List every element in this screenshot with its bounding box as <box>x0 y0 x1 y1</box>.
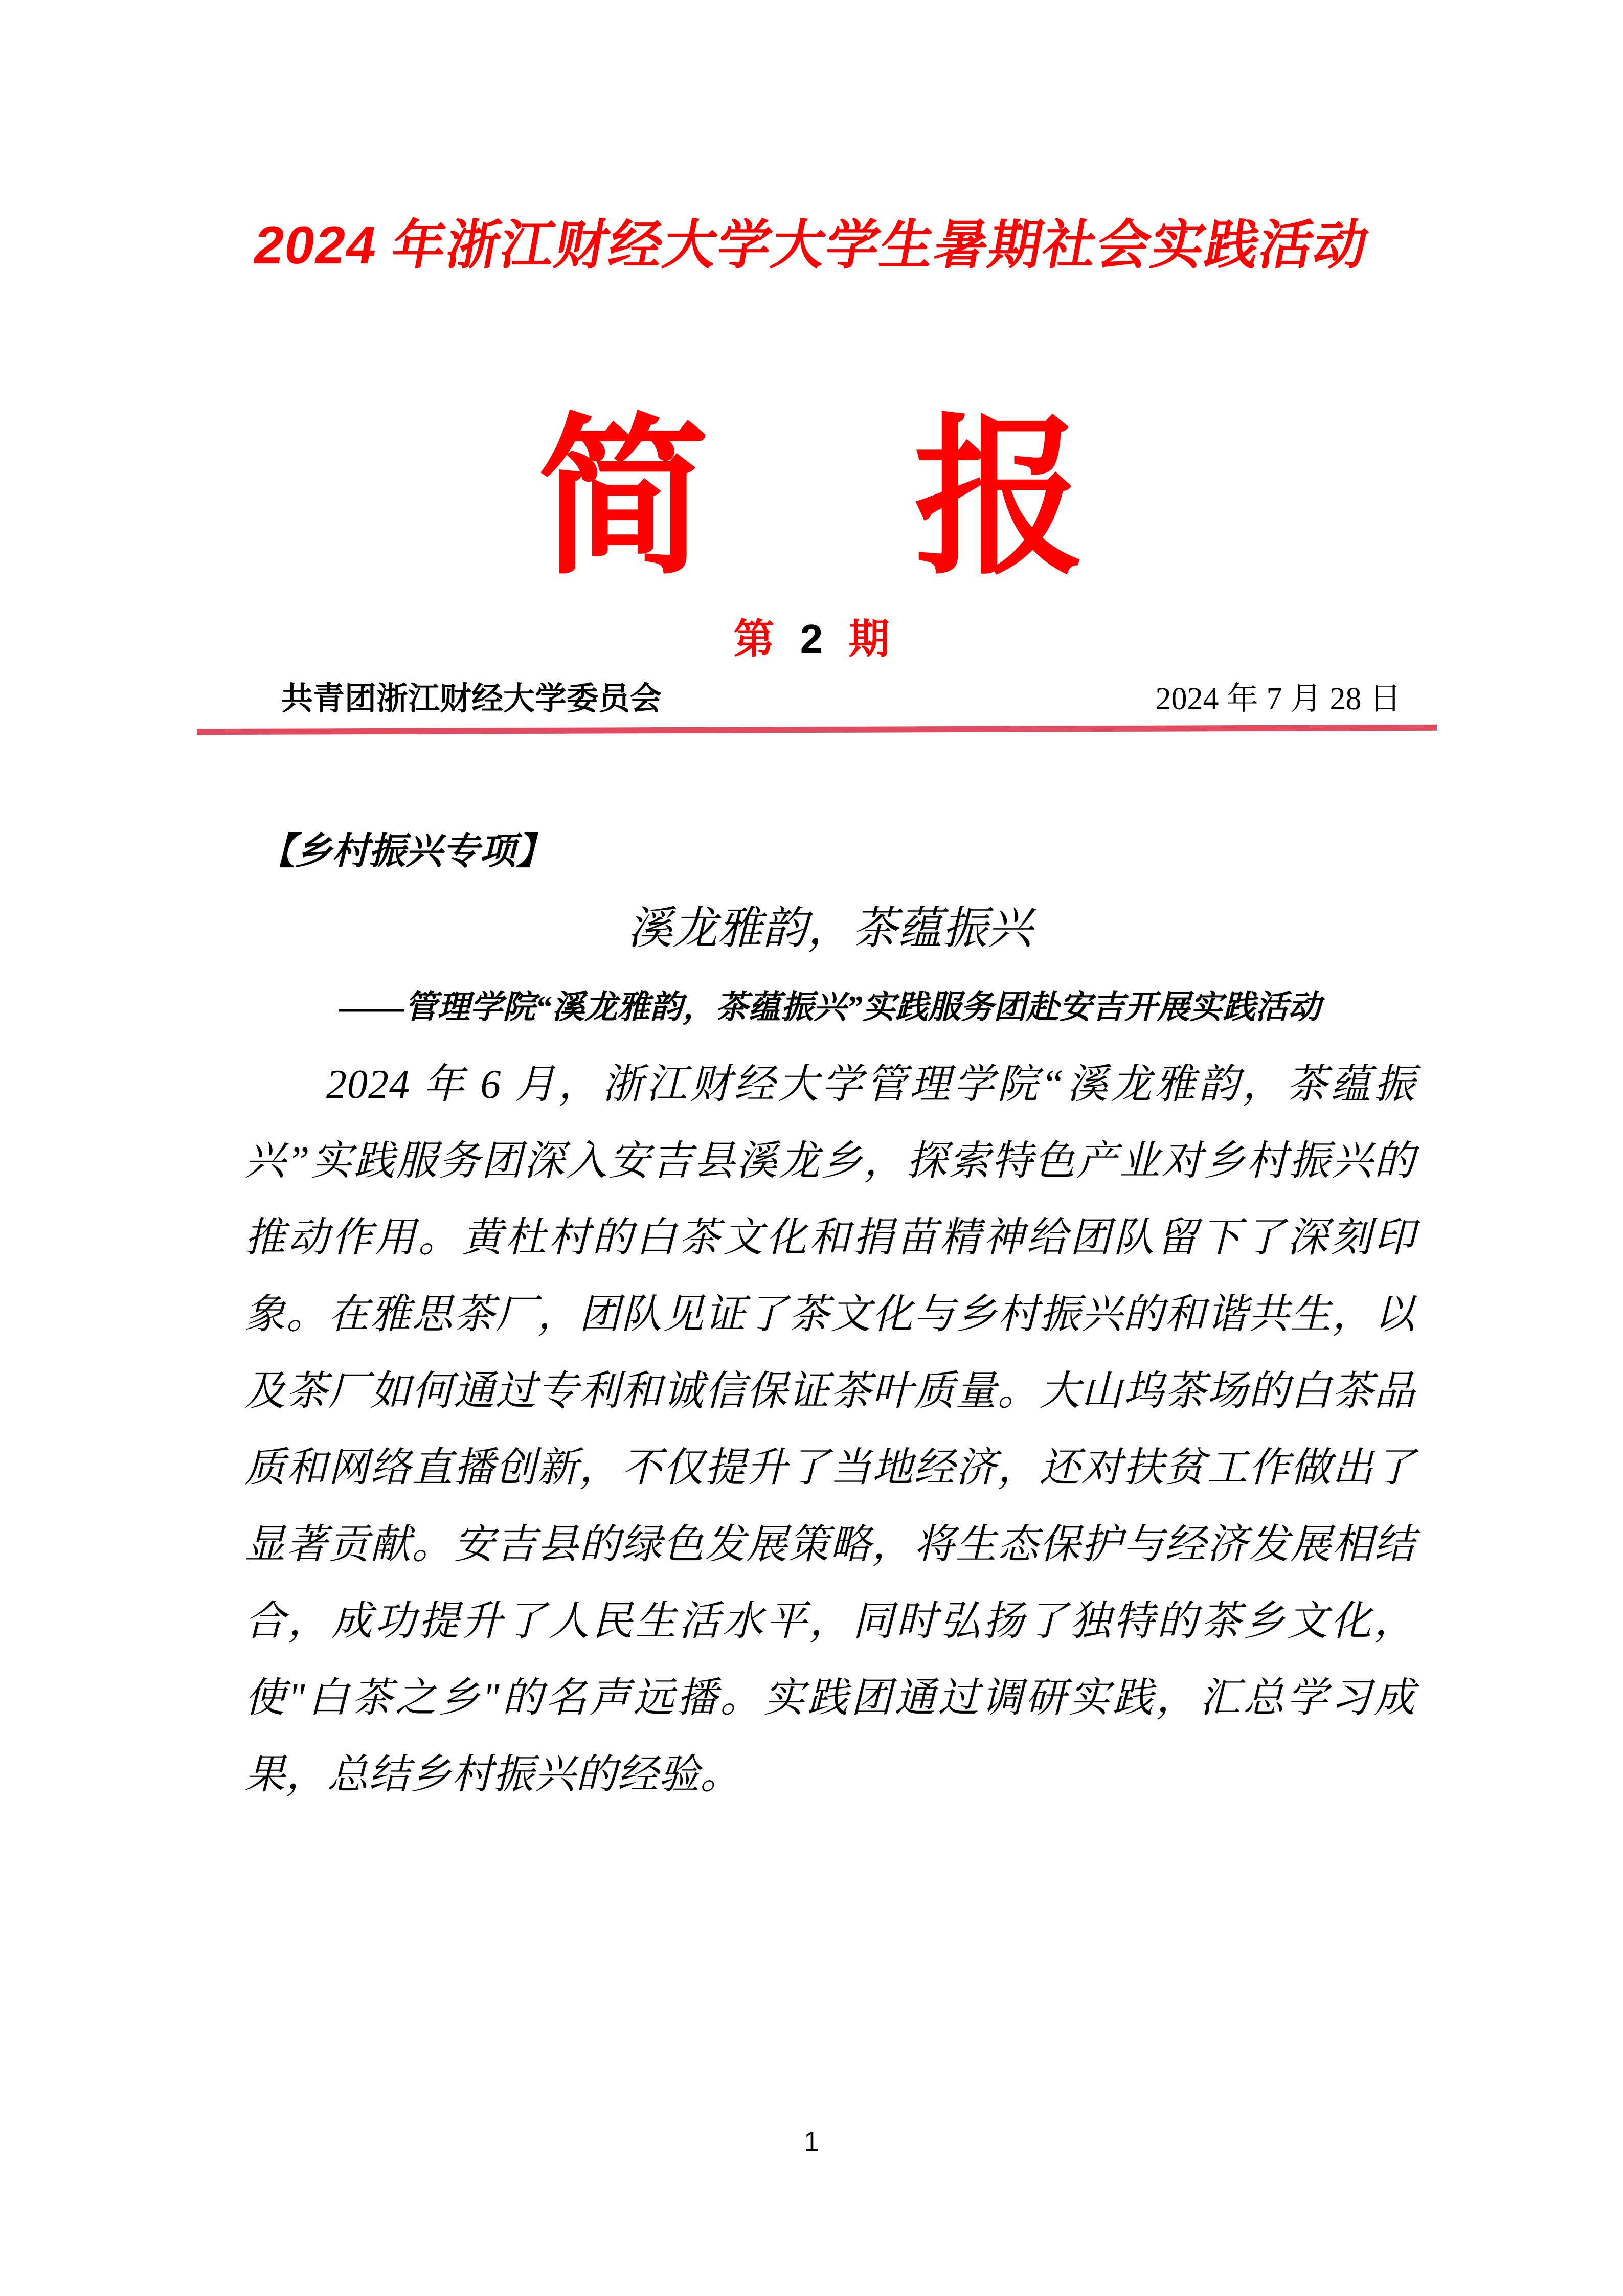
issue-prefix: 第 <box>733 616 775 662</box>
publisher-organization: 共青团浙江财经大学委员会 <box>281 681 662 716</box>
publish-date: 2024 年 7 月 28 日 <box>1155 682 1401 716</box>
page-number: 1 <box>803 2126 820 2157</box>
publisher-row <box>281 680 1401 718</box>
article-subtitle: ——管理学院“溪龙雅韵，茶蕴振兴”实践服务团赴安吉开展实践活动 <box>339 989 1321 1025</box>
issue-number: 2 <box>800 616 823 662</box>
top-headline-text: 2024 年浙江财经大学大学生暑期社会实践活动 <box>249 216 1374 275</box>
top-headline <box>0 214 1623 278</box>
article-body-paragraph: 2024 年 6 月，浙江财经大学管理学院“溪龙雅韵，茶蕴振兴”实践服务团深入安吉县溪龙乡，探索特色产业对乡村振兴的推动作用。黄杜村的白茶文化和捐苗精神给团队留下了深刻印象。在雅思茶厂，团队见证了茶文化与乡村振兴的和谐共生，以及茶厂如何通过专利和诚信保证茶叶质量。大山坞茶场的白茶品质和网络直播创新，不仅提升了当地经济，还对扶贫工作做出了显著贡献。安吉县的绿色发展策略，将生态保护与经济发展相结合，成功提升了人民生活水平，同时弘扬了独特的茶乡文化，使"白茶之乡"的名声远播。实践团通过调研实践，汇总学习成果，总结乡村振兴的经验。 <box>244 1062 1415 1797</box>
masthead <box>0 404 1623 593</box>
issue-suffix: 期 <box>848 616 890 662</box>
article-title: 溪龙雅韵，茶蕴振兴 <box>627 904 1032 954</box>
red-divider-rule <box>197 725 1437 735</box>
masthead-char-1: 简 <box>538 402 709 594</box>
issue-line <box>0 615 1623 664</box>
section-tag: 【乡村振兴专项】 <box>258 831 553 872</box>
masthead-char-2: 报 <box>914 402 1085 594</box>
